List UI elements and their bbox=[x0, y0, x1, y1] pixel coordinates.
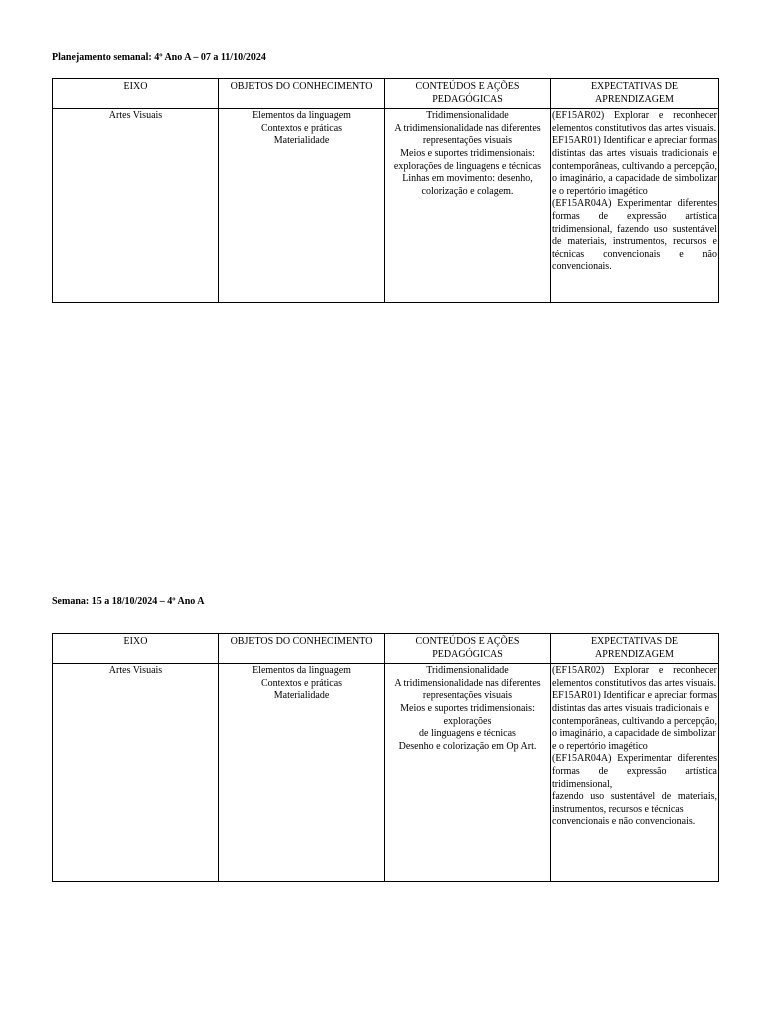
conteudos-cell bbox=[385, 109, 551, 303]
table-row bbox=[53, 664, 719, 882]
header-eixo: EIXO bbox=[53, 79, 219, 109]
conteudo-item: Meios e suportes tridimensionais: explorações de linguagens e técnicas bbox=[393, 147, 542, 172]
header-expectativas: EXPECTATIVAS DE APRENDIZAGEM bbox=[551, 634, 719, 664]
conteudo-item: Meios e suportes tridimensionais: explorações bbox=[400, 702, 535, 727]
header-conteudos: CONTEÚDOS E AÇÕES PEDAGÓGICAS bbox=[385, 79, 551, 109]
conteudo-item: Tridimensionalidade bbox=[426, 110, 509, 122]
objeto-item: Elementos da linguagem bbox=[252, 110, 351, 122]
expectativa-item: contemporâneas, cultivando a percepção, o imaginário, a capacidade de simbolizar bbox=[552, 715, 717, 740]
expectativa-item: convencionais e não convencionais. bbox=[552, 816, 696, 828]
objetos-cell bbox=[219, 109, 385, 303]
table-row bbox=[53, 109, 719, 303]
section-heading: Semana: 15 a 18/10/2024 – 4º Ano A bbox=[52, 596, 205, 607]
objeto-item: Contextos e práticas bbox=[260, 122, 343, 134]
header-expectativas: EXPECTATIVAS DE APRENDIZAGEM bbox=[551, 79, 719, 109]
expectativa-item: EF15AR01) Identificar e apreciar formas distintas das artes visuais tradicionais e contemporâneas, cultivando a percepção, o imaginário, a capacidade de simbolizar e o repertório imagético bbox=[552, 135, 717, 197]
objetos-cell bbox=[219, 664, 385, 882]
conteudo-item: Tridimensionalidade bbox=[426, 665, 509, 677]
expectativa-item: (EF15AR02) Explorar e reconhecer elementos constitutivos das artes visuais. bbox=[552, 110, 717, 134]
objeto-item: Materialidade bbox=[273, 135, 330, 147]
conteudo-item: A tridimensionalidade nas diferentes representações visuais bbox=[394, 122, 541, 147]
header-conteudos: CONTEÚDOS E AÇÕES PEDAGÓGICAS bbox=[385, 634, 551, 664]
section-1 bbox=[52, 52, 718, 303]
conteudo-item: de linguagens e técnicas bbox=[419, 728, 516, 740]
eixo-text: Artes Visuais bbox=[108, 110, 163, 122]
eixo-cell bbox=[53, 109, 219, 303]
table-header-row bbox=[53, 79, 719, 109]
expectativa-item: EF15AR01) Identificar e apreciar formas distintas das artes visuais tradicionais e bbox=[552, 690, 717, 714]
expectativa-item: fazendo uso sustentável de materiais, instrumentos, recursos e técnicas bbox=[552, 791, 717, 815]
header-objetos: OBJETOS DO CONHECIMENTO bbox=[219, 634, 385, 664]
conteudo-item: A tridimensionalidade nas diferentes representações visuais bbox=[394, 677, 541, 702]
objeto-item: Contextos e práticas bbox=[260, 677, 343, 689]
conteudo-item: Linhas em movimento: desenho, colorização e colagem. bbox=[402, 173, 533, 197]
table-header-row bbox=[53, 634, 719, 664]
expectativa-item: e o repertório imagético bbox=[552, 740, 648, 752]
expectativa-item: (EF15AR04A) Experimentar diferentes formas de expressão artística tridimensional, bbox=[552, 753, 717, 790]
conteudo-item: Desenho e colorização em Op Art. bbox=[398, 740, 537, 752]
header-objetos: OBJETOS DO CONHECIMENTO bbox=[219, 79, 385, 109]
eixo-cell bbox=[53, 664, 219, 882]
expectativas-cell bbox=[551, 664, 719, 882]
section-2 bbox=[52, 596, 718, 882]
objeto-item: Elementos da linguagem bbox=[252, 665, 351, 677]
planning-table bbox=[52, 633, 719, 882]
expectativas-cell bbox=[551, 109, 719, 303]
expectativa-item: (EF15AR04A) Experimentar diferentes formas de expressão artística tridimensional, fazendo uso sustentável de materiais, instrumentos, recursos e técnicas convencionais e não convencionais. bbox=[552, 198, 717, 273]
header-eixo: EIXO bbox=[53, 634, 219, 664]
section-heading: Planejamento semanal: 4º Ano A – 07 a 11/10/2024 bbox=[52, 52, 266, 63]
expectativa-item: (EF15AR02) Explorar e reconhecer elementos constitutivos das artes visuais. bbox=[552, 665, 717, 689]
objeto-item: Materialidade bbox=[273, 690, 330, 702]
eixo-text: Artes Visuais bbox=[108, 665, 163, 677]
planning-table bbox=[52, 78, 719, 303]
conteudos-cell bbox=[385, 664, 551, 882]
